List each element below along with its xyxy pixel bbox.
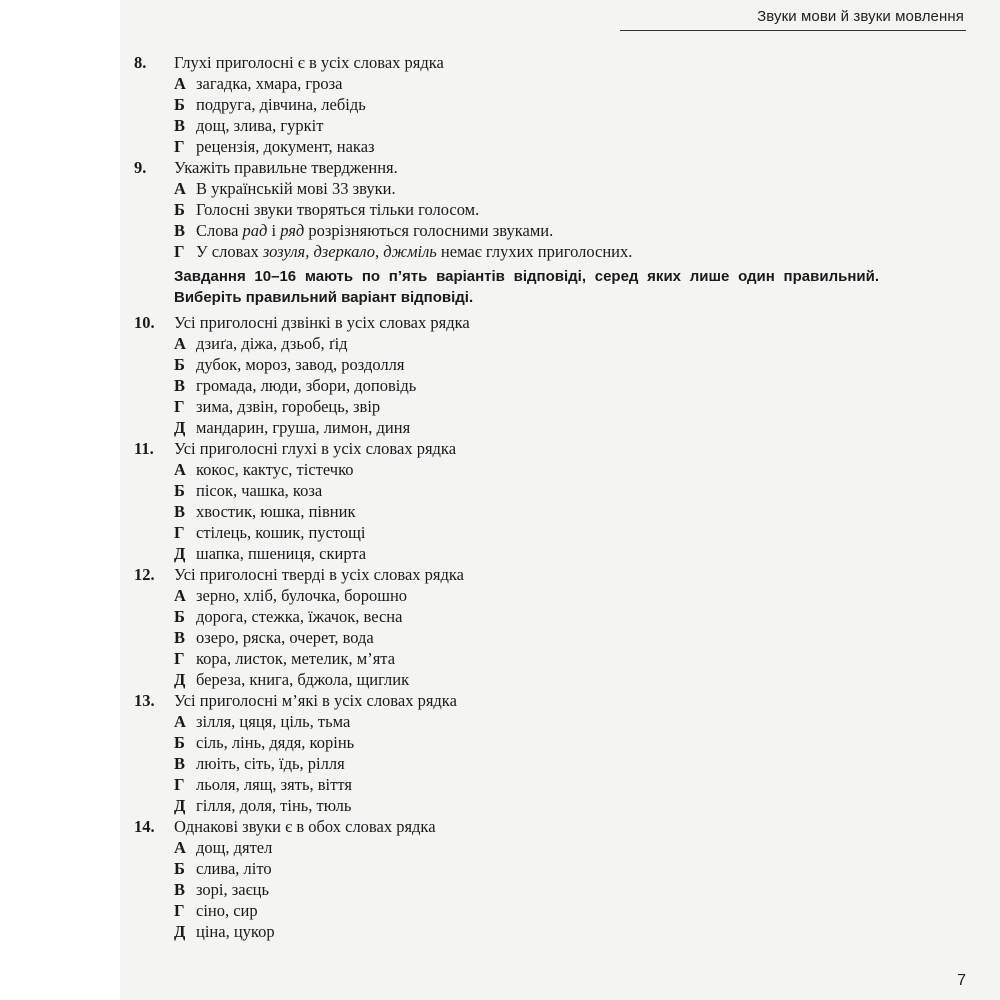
option-letter: Б xyxy=(174,200,185,219)
answer-option xyxy=(134,606,879,627)
option-letter: Г xyxy=(174,397,185,416)
question-block-2 xyxy=(134,312,879,942)
option-letter: Г xyxy=(174,775,185,794)
answer-option xyxy=(134,711,879,732)
option-text xyxy=(196,220,553,241)
answer-option xyxy=(134,921,879,942)
question xyxy=(134,564,879,690)
answer-option xyxy=(134,73,879,94)
question-head xyxy=(134,564,879,585)
option-text: кора, листок, метелик, м’ята xyxy=(196,649,396,668)
option-text: пісок, чашка, коза xyxy=(196,481,323,500)
option-letter: В xyxy=(174,376,186,395)
option-text-part: розрізняються голосними звуками. xyxy=(304,221,554,240)
option-text: слива, літо xyxy=(196,859,272,878)
option-letter: Д xyxy=(174,418,186,437)
answer-option xyxy=(134,648,879,669)
option-letter: Д xyxy=(174,922,186,941)
option-text: Голосні звуки творяться тільки голосом. xyxy=(196,200,480,219)
question xyxy=(134,816,879,942)
question-head xyxy=(134,312,879,333)
option-text: озеро, ряска, очерет, вода xyxy=(196,628,374,647)
answer-option xyxy=(134,732,879,753)
answer-option xyxy=(134,459,879,480)
option-text: дорога, стежка, їжачок, весна xyxy=(196,607,403,626)
question-number: 14. xyxy=(134,817,155,836)
question-block-1 xyxy=(134,52,879,262)
question-text: Усі приголосні тверді в усіх словах рядка xyxy=(174,565,465,584)
question-head xyxy=(134,816,879,837)
question-text: Усі приголосні м’які в усіх словах рядка xyxy=(174,691,457,710)
option-letter: Г xyxy=(174,901,185,920)
question-text: Усі приголосні глухі в усіх словах рядка xyxy=(174,439,457,458)
question-head xyxy=(134,690,879,711)
option-text: кокос, кактус, тістечко xyxy=(196,460,354,479)
answer-option xyxy=(134,178,879,199)
option-letter: А xyxy=(174,179,186,198)
question-text: Укажіть правильне твердження. xyxy=(174,158,398,177)
answer-option xyxy=(134,241,879,262)
answer-option xyxy=(134,795,879,816)
answer-option xyxy=(134,501,879,522)
answer-option xyxy=(134,837,879,858)
option-text: шапка, пшениця, скирта xyxy=(196,544,367,563)
option-letter: А xyxy=(174,712,186,731)
option-letter: Д xyxy=(174,796,186,815)
header-rule xyxy=(620,30,966,31)
answer-option xyxy=(134,396,879,417)
instruction: Завдання 10–16 мають по п’ять варіантів відповіді, серед яких лише один правильний. Виберіть правильний варіант відповіді. xyxy=(174,268,879,306)
option-text: громада, люди, збори, доповідь xyxy=(196,376,417,395)
answer-option xyxy=(134,480,879,501)
italic-word: зозуля, дзеркало, джміль xyxy=(262,242,437,261)
question-head xyxy=(134,438,879,459)
answer-option xyxy=(134,94,879,115)
answer-option xyxy=(134,136,879,157)
answer-option xyxy=(134,354,879,375)
option-text: дзиґа, діжа, дзьоб, ґід xyxy=(196,334,348,353)
answer-option xyxy=(134,375,879,396)
question xyxy=(134,52,879,157)
answer-option xyxy=(134,585,879,606)
option-letter: Д xyxy=(174,670,186,689)
option-letter: В xyxy=(174,502,186,521)
option-letter: В xyxy=(174,880,186,899)
question xyxy=(134,157,879,262)
question xyxy=(134,312,879,438)
option-text: загадка, хмара, гроза xyxy=(196,74,343,93)
option-letter: А xyxy=(174,74,186,93)
option-letter: А xyxy=(174,838,186,857)
question-text: Усі приголосні дзвінкі в усіх словах рядка xyxy=(174,313,470,332)
option-text: рецензія, документ, наказ xyxy=(196,137,375,156)
option-letter: В xyxy=(174,628,186,647)
option-letter: Г xyxy=(174,649,185,668)
option-text-part: і xyxy=(267,221,281,240)
option-text-part: Слова xyxy=(196,221,243,240)
option-text xyxy=(196,241,632,262)
answer-option xyxy=(134,753,879,774)
option-text: ціна, цукор xyxy=(196,922,275,941)
option-letter: В xyxy=(174,754,186,773)
question-head xyxy=(134,52,879,73)
question-number: 9. xyxy=(134,158,147,177)
option-text: льоля, лящ, зять, віття xyxy=(196,775,352,794)
option-text: В українській мові 33 звуки. xyxy=(196,179,396,198)
answer-option xyxy=(134,774,879,795)
option-letter: Д xyxy=(174,544,186,563)
question-text: Глухі приголосні є в усіх словах рядка xyxy=(174,53,444,72)
option-letter: А xyxy=(174,334,186,353)
answer-option xyxy=(134,543,879,564)
option-text: мандарин, груша, лимон, диня xyxy=(196,418,411,437)
question-text: Однакові звуки є в обох словах рядка xyxy=(174,817,436,836)
option-text: гілля, доля, тінь, тюль xyxy=(196,796,352,815)
option-text: зорі, заєць xyxy=(196,880,270,899)
question xyxy=(134,690,879,816)
question-head xyxy=(134,157,879,178)
option-text: дощ, злива, гуркіт xyxy=(196,116,324,135)
option-text-part: У словах xyxy=(196,242,263,261)
answer-option xyxy=(134,199,879,220)
answer-option xyxy=(134,669,879,690)
option-letter: Б xyxy=(174,95,185,114)
option-letter: Б xyxy=(174,355,185,374)
option-letter: Б xyxy=(174,733,185,752)
question-number: 10. xyxy=(134,313,155,332)
option-letter: Г xyxy=(174,137,185,156)
answer-option xyxy=(134,627,879,648)
option-text: дощ, дятел xyxy=(196,838,273,857)
option-letter: В xyxy=(174,221,186,240)
option-text: стілець, кошик, пустощі xyxy=(196,523,366,542)
option-text: зілля, цяця, ціль, тьма xyxy=(196,712,351,731)
option-text: люіть, сіть, їдь, рілля xyxy=(196,754,345,773)
option-text: береза, книга, бджола, щиглик xyxy=(196,670,410,689)
option-text: сіль, лінь, дядя, корінь xyxy=(196,733,355,752)
running-header: Звуки мови й звуки мовлення xyxy=(757,8,964,25)
option-letter: Г xyxy=(174,242,185,261)
option-text: зима, дзвін, горобець, звір xyxy=(196,397,381,416)
option-text: сіно, сир xyxy=(196,901,258,920)
question-number: 12. xyxy=(134,565,155,584)
page xyxy=(120,0,1000,1000)
option-letter: Б xyxy=(174,607,185,626)
answer-option xyxy=(134,220,879,241)
italic-word: рад xyxy=(242,221,268,240)
question xyxy=(134,438,879,564)
option-text: подруга, дівчина, лебідь xyxy=(196,95,366,114)
content xyxy=(134,52,879,942)
answer-option xyxy=(134,879,879,900)
answer-option xyxy=(134,417,879,438)
option-text: зерно, хліб, булочка, борошно xyxy=(196,586,408,605)
answer-option xyxy=(134,522,879,543)
option-letter: Г xyxy=(174,523,185,542)
option-text: дубок, мороз, завод, роздолля xyxy=(196,355,405,374)
question-number: 8. xyxy=(134,53,147,72)
option-letter: А xyxy=(174,586,186,605)
option-letter: Б xyxy=(174,481,185,500)
answer-option xyxy=(134,115,879,136)
answer-option xyxy=(134,900,879,921)
option-text: хвостик, юшка, півник xyxy=(196,502,356,521)
italic-word: ряд xyxy=(280,221,305,240)
option-letter: А xyxy=(174,460,186,479)
answer-option xyxy=(134,333,879,354)
option-letter: В xyxy=(174,116,186,135)
answer-option xyxy=(134,858,879,879)
option-letter: Б xyxy=(174,859,185,878)
question-number: 11. xyxy=(134,439,154,458)
option-text-part: немає глухих приголосних. xyxy=(436,242,633,261)
page-number: 7 xyxy=(957,972,966,989)
question-number: 13. xyxy=(134,691,155,710)
